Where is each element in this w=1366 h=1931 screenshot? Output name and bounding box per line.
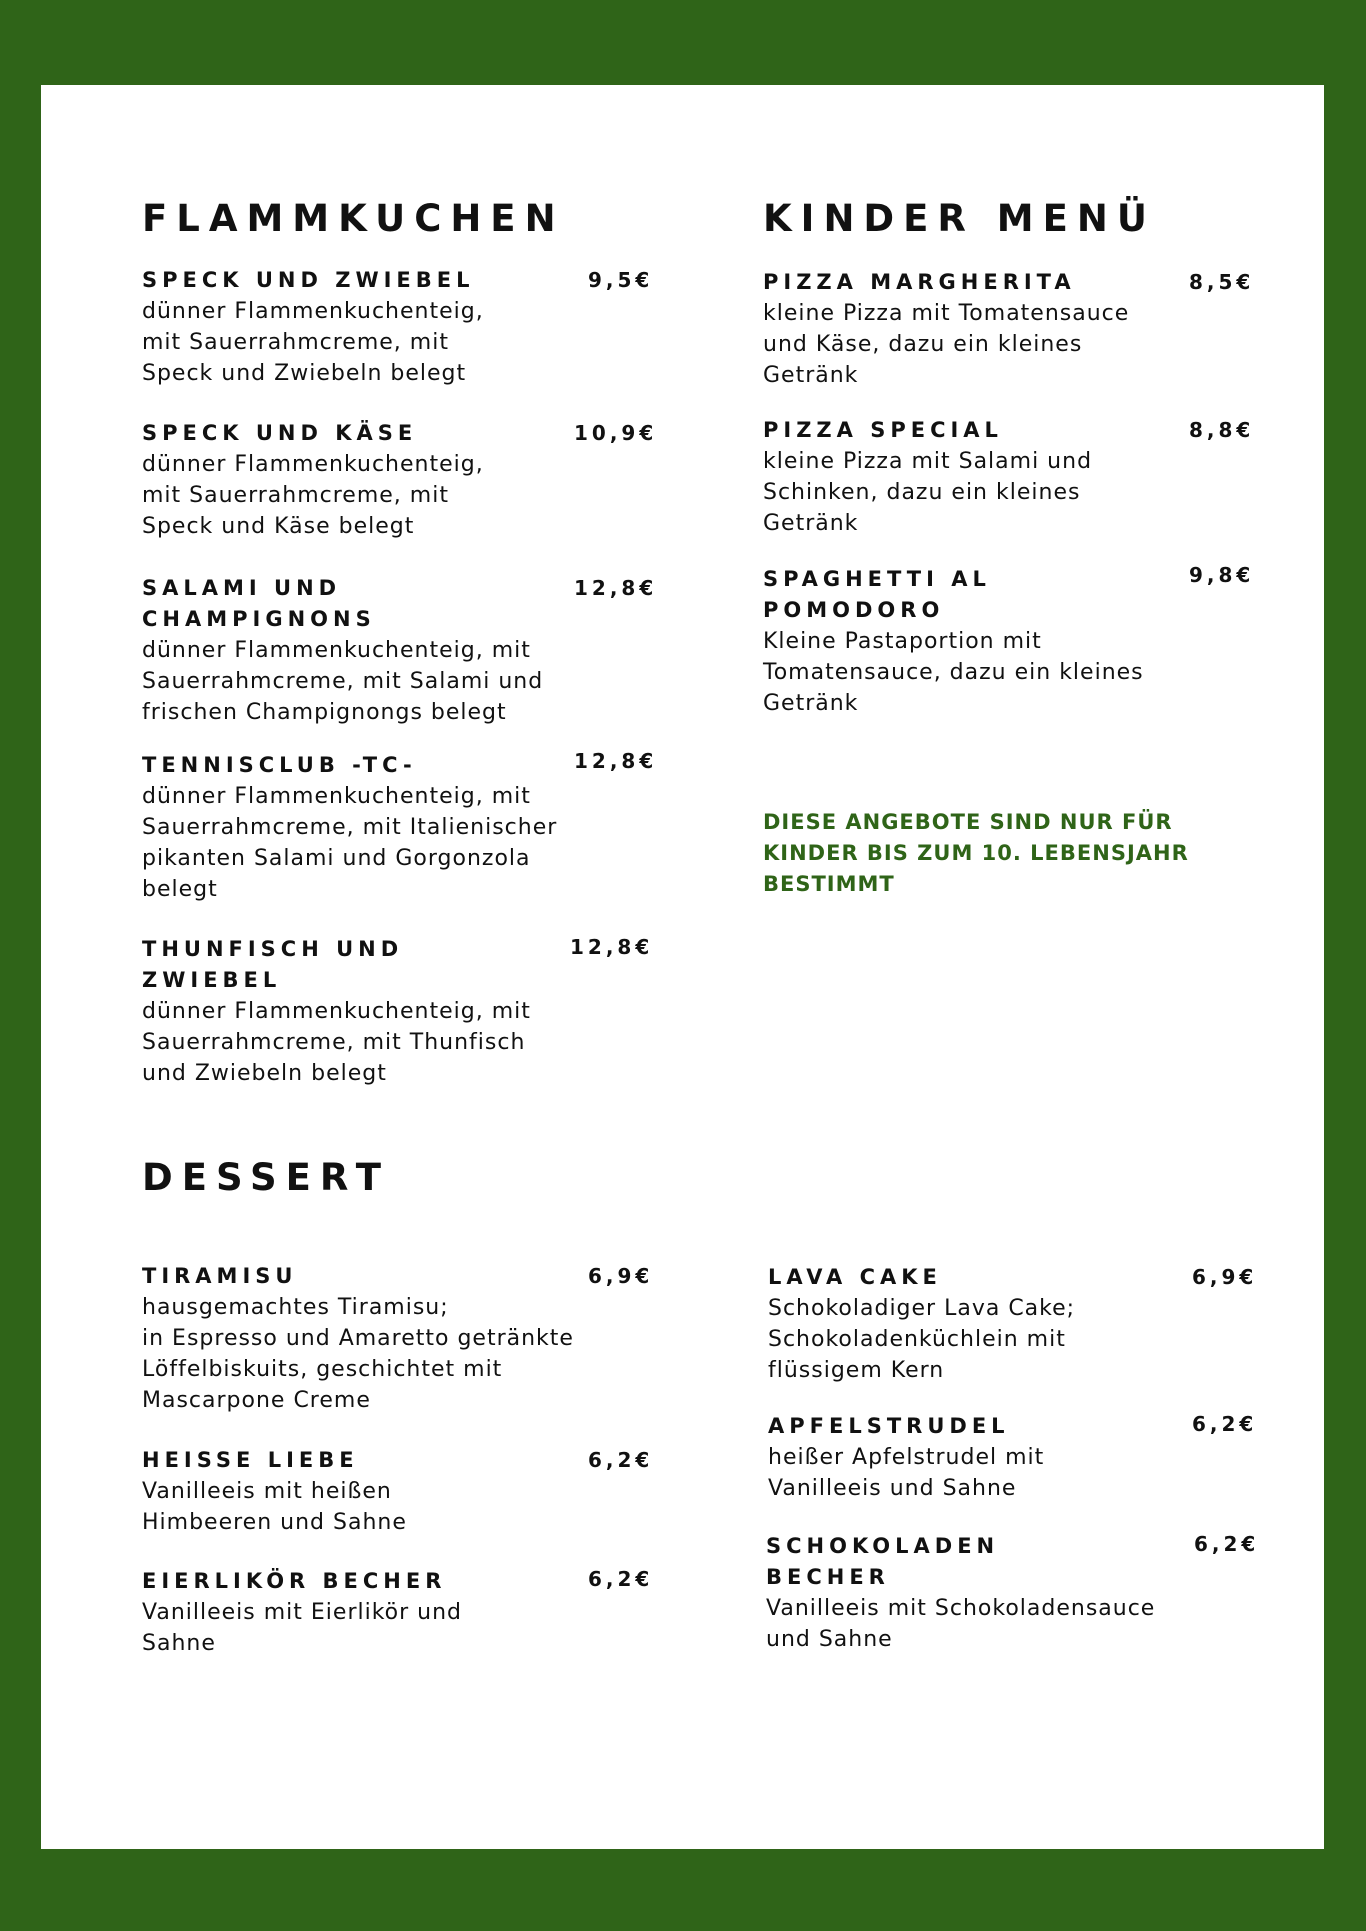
item-name: LAVA CAKE [768, 1265, 942, 1289]
item-description: dünner Flammenkuchenteig, mit Sauerrahmcreme, mit Italienischer pikanten Salami und Gorgonzola belegt [142, 784, 558, 902]
item-price: 8,5€ [1189, 270, 1255, 294]
item-price: 9,5€ [588, 268, 654, 292]
item-price: 6,2€ [1194, 1532, 1260, 1556]
menu-page [41, 85, 1324, 1849]
item-price: 12,8€ [574, 749, 658, 773]
item-name: SALAMI UND CHAMPIGNONS [142, 576, 376, 631]
menu-item-schokoladen-becher [766, 1531, 1306, 1655]
item-price: 8,8€ [1189, 418, 1255, 442]
item-name: SCHOKOLADEN BECHER [766, 1534, 1000, 1589]
menu-item-apfelstrudel [768, 1411, 1308, 1504]
menu-item-speck-kaese [142, 418, 658, 542]
item-name: SPECK UND KÄSE [142, 421, 418, 445]
menu-item-tiramisu [142, 1261, 682, 1416]
item-name: PIZZA SPECIAL [763, 418, 1003, 442]
item-description: Schokoladiger Lava Cake; Schokoladenküchlein mit flüssigem Kern [768, 1296, 1076, 1383]
item-price: 12,8€ [570, 935, 654, 959]
item-name: TIRAMISU [142, 1264, 298, 1288]
menu-item-pizza-special [763, 415, 1303, 539]
menu-item-heisse-liebe [142, 1445, 652, 1538]
item-price: 9,8€ [1189, 563, 1255, 587]
item-name: PIZZA MARGHERITA [763, 270, 1076, 294]
item-description: Kleine Pastaportion mit Tomatensauce, dazu ein kleines Getränk [763, 629, 1144, 716]
item-price: 6,2€ [588, 1567, 654, 1591]
item-name: HEISSE LIEBE [142, 1448, 359, 1472]
item-price: 6,2€ [1192, 1412, 1258, 1436]
item-description: dünner Flammenkuchenteig, mit Sauerrahmcreme, mit Speck und Zwiebeln belegt [142, 299, 484, 386]
age-restriction-note: DIESE ANGEBOTE SIND NUR FÜR KINDER BIS ZUM 10. LEBENSJAHR BESTIMMT [763, 810, 1189, 896]
menu-item-thunfisch-zwiebel [142, 934, 652, 1089]
item-description: dünner Flammenkuchenteig, mit Sauerrahmcreme, mit Speck und Käse belegt [142, 452, 484, 539]
item-description: dünner Flammenkuchenteig, mit Sauerrahmcreme, mit Thunfisch und Zwiebeln belegt [142, 999, 531, 1086]
item-price: 6,9€ [1192, 1265, 1258, 1289]
menu-item-speck-zwiebel [142, 265, 652, 389]
item-description: heißer Apfelstrudel mit Vanilleeis und Sahne [768, 1445, 1045, 1501]
menu-item-eierlikoer-becher [142, 1566, 652, 1659]
menu-item-pizza-margherita [763, 267, 1303, 391]
item-description: dünner Flammenkuchenteig, mit Sauerrahmcreme, mit Salami und frischen Champignongs belegt [142, 638, 544, 725]
item-description: Vanilleeis mit Eierlikör und Sahne [142, 1600, 463, 1656]
item-name: TENNISCLUB -TC- [142, 753, 417, 777]
item-description: kleine Pizza mit Salami und Schinken, dazu ein kleines Getränk [763, 449, 1093, 536]
flammkuchen-title: FLAMMKUCHEN [142, 197, 565, 240]
item-price: 10,9€ [574, 421, 658, 445]
dessert-title: DESSERT [142, 1156, 390, 1199]
item-price: 6,2€ [588, 1448, 654, 1472]
item-name: SPECK UND ZWIEBEL [142, 268, 475, 292]
item-price: 12,8€ [574, 576, 658, 600]
item-description: hausgemachtes Tiramisu; in Espresso und Amaretto getränkte Löffelbiskuits, geschichtet mit Mascarpone Creme [142, 1295, 574, 1413]
item-name: SPAGHETTI AL POMODORO [763, 567, 991, 622]
item-name: APFELSTRUDEL [768, 1414, 1010, 1438]
menu-item-lava-cake [768, 1262, 1308, 1386]
item-description: kleine Pizza mit Tomatensauce und Käse, dazu ein kleines Getränk [763, 301, 1130, 388]
item-name: THUNFISCH UND ZWIEBEL [142, 937, 404, 992]
item-price: 6,9€ [588, 1264, 654, 1288]
menu-item-tennisclub [142, 749, 658, 905]
kinder-menu-title: KINDER MENÜ [763, 197, 1156, 240]
menu-item-salami-champignons [142, 573, 658, 728]
item-description: Vanilleeis mit heißen Himbeeren und Sahne [142, 1479, 407, 1535]
item-description: Vanilleeis mit Schokoladensauce und Sahne [766, 1596, 1156, 1652]
item-name: EIERLIKÖR BECHER [142, 1569, 447, 1593]
menu-item-spaghetti-pomodoro [763, 564, 1303, 719]
